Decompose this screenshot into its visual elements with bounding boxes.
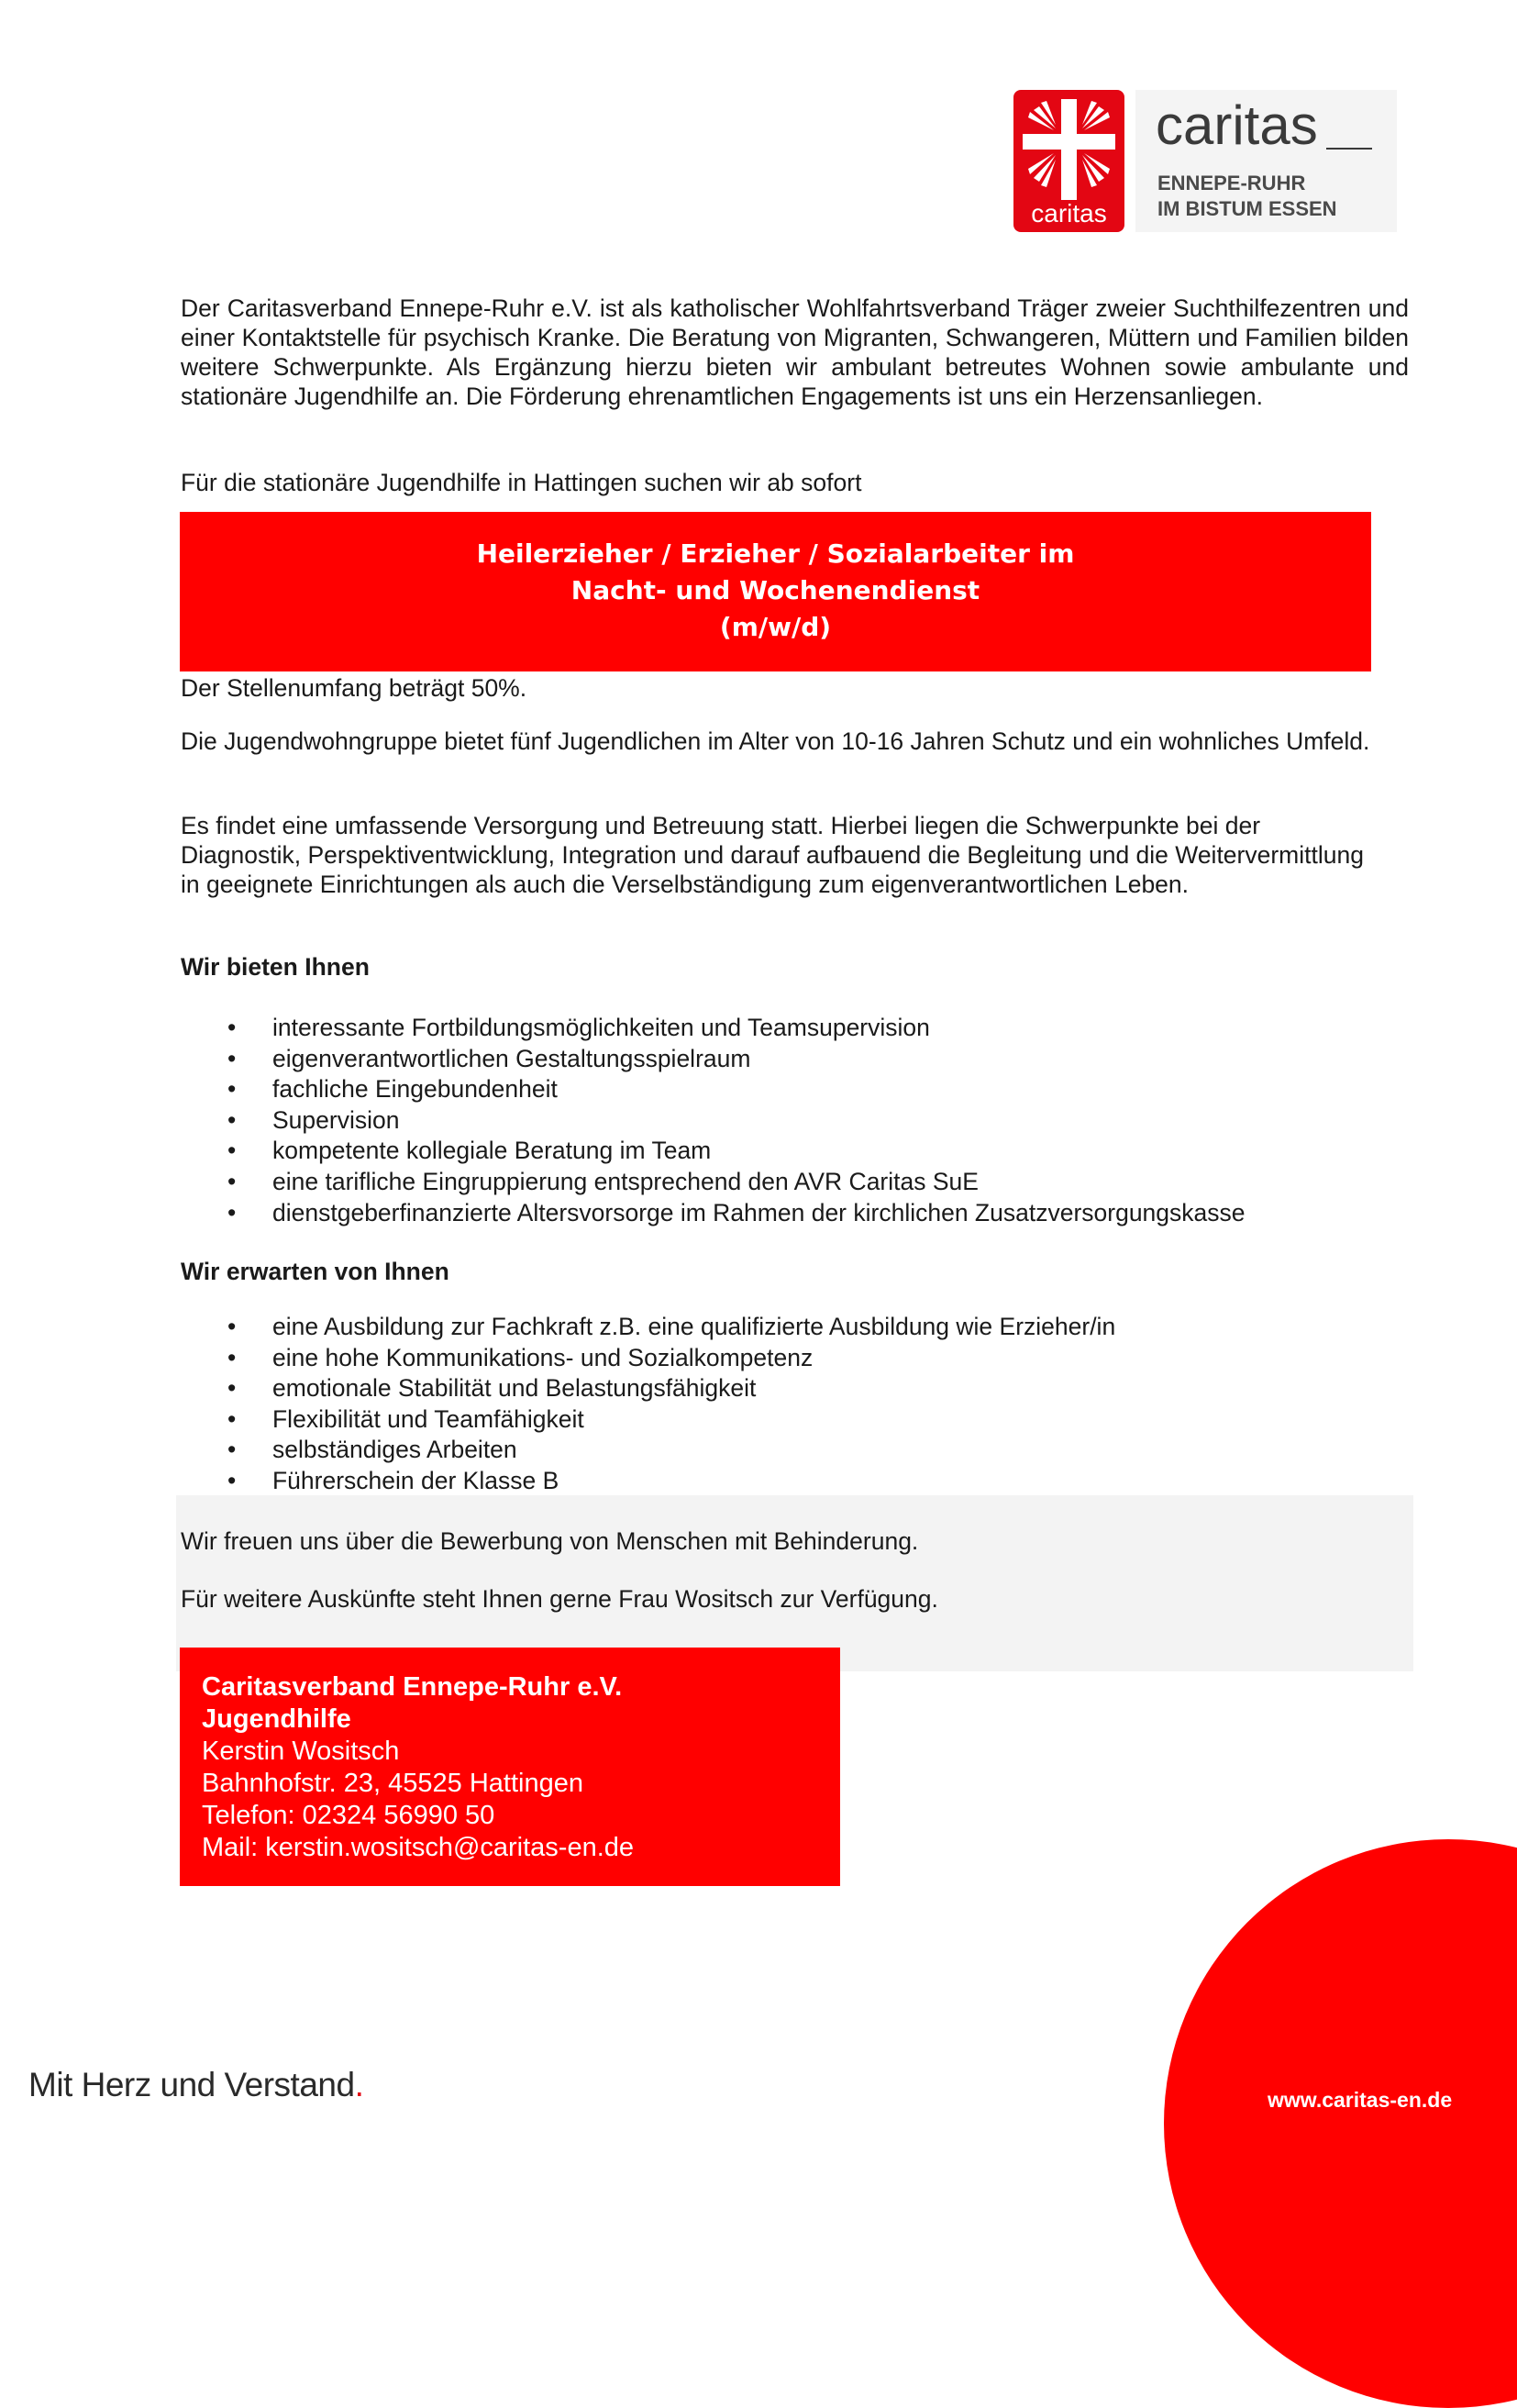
disability-note: Wir freuen uns über die Bewerbung von Menschen mit Behinderung. (181, 1527, 919, 1555)
logo-text-block (1135, 90, 1397, 232)
logo-word: caritas (1156, 94, 1318, 156)
intro-paragraph: Der Caritasverband Ennepe-Ruhr e.V. ist als katholischer Wohlfahrtsverband Träger zweier Suchthilfezentren und einer Kontaktstelle für psychisch Kranke. Die Beratung von Migranten, Schwangeren, Müttern und Familien bilden weitere Schwerpunkte. Als Ergänzung hierzu bieten wir ambulant betreutes Wohnen sowie ambulante und stationäre Jugendhilfe an. Die Förderung ehrenamtlichen Engagements ist uns ein Herzensanliegen. (181, 294, 1409, 410)
contact-org: Caritasverband Ennepe-Ruhr e.V. (202, 1672, 623, 1702)
bullet-dot: • (227, 1313, 237, 1340)
caritas-logo (1013, 90, 1397, 232)
corner-circle-decoration (1164, 1839, 1517, 2408)
offer-item-text: fachliche Eingebundenheit (272, 1075, 558, 1104)
expect-item (181, 1404, 1410, 1436)
expect-heading: Wir erwarten von Ihnen (181, 1258, 449, 1285)
expect-item-text: emotionale Stabilität und Belastungsfähigkeit (272, 1374, 757, 1403)
expect-item (181, 1312, 1410, 1343)
logo-underline (1326, 148, 1372, 150)
contact-address: Bahnhofstr. 23, 45525 Hattingen (202, 1769, 583, 1798)
offer-item-text: interessante Fortbildungsmöglichkeiten und Teamsupervision (272, 1014, 930, 1041)
bullet-dot: • (227, 1436, 237, 1464)
slogan-dot: . (354, 2066, 364, 2103)
offer-heading: Wir bieten Ihnen (181, 953, 370, 981)
caritas-cross-mark (1013, 90, 1124, 232)
contact-mail[interactable]: Mail: kerstin.wositsch@caritas-en.de (202, 1833, 635, 1862)
offer-item (181, 1167, 1410, 1198)
bullet-dot: • (227, 1404, 237, 1433)
offer-item (181, 1044, 1410, 1075)
logo-subtitle-line1: ENNEPE-RUHR (1157, 172, 1306, 194)
offer-item-text: kompetente kollegiale Beratung im Team (272, 1137, 712, 1165)
footer-slogan (28, 2066, 363, 2104)
search-line: Für die stationäre Jugendhilfe in Hattingen suchen wir ab sofort (181, 469, 862, 496)
bullet-dot: • (227, 1137, 237, 1165)
job-title-box (180, 512, 1371, 671)
logo-subtitle (1157, 171, 1337, 222)
expect-item (181, 1435, 1410, 1466)
offer-item (181, 1074, 1410, 1105)
offer-item-text: Supervision (272, 1105, 400, 1134)
expect-item-text: Führerschein der Klasse B (272, 1466, 559, 1494)
bullet-dot: • (227, 1075, 237, 1104)
contact-phone: Telefon: 02324 56990 50 (202, 1801, 495, 1830)
offer-item (181, 1136, 1410, 1167)
care-text: Es findet eine umfassende Versorgung und Betreuung statt. Hierbei liegen die Schwerpunkte bei der Diagnostik, Perspektiventwicklung, Integration und darauf aufbauend die Begleitung und die Weitervermittlung in geeignete Einrichtungen als auch die Verselbständigung zum eigenverantwortlichen Leben. (181, 812, 1364, 898)
contact-dept: Jugendhilfe (202, 1704, 351, 1734)
offer-item-text: dienstgeberfinanzierte Altersvorsorge im Rahmen der kirchlichen Zusatzversorgungskasse (272, 1198, 1246, 1226)
expect-item-text: eine Ausbildung zur Fachkraft z.B. eine qualifizierte Ausbildung wie Erzieher/in (272, 1313, 1116, 1340)
slogan-text: Mit Herz und Verstand (28, 2066, 355, 2103)
offer-item-text: eigenverantwortlichen Gestaltungsspielraum (272, 1044, 751, 1072)
logo-subtitle-line2: IM BISTUM ESSEN (1157, 197, 1337, 220)
offer-item (181, 1198, 1410, 1229)
expect-list (181, 1312, 1410, 1497)
bullet-dot: • (227, 1374, 237, 1403)
bullet-dot: • (227, 1198, 237, 1226)
info-note: Für weitere Auskünfte steht Ihnen gerne Frau Wositsch zur Verfügung. (181, 1585, 938, 1613)
expect-item (181, 1466, 1410, 1497)
job-title-line3: (m/w/d) (719, 612, 832, 642)
expect-item (181, 1343, 1410, 1374)
bullet-dot: • (227, 1044, 237, 1072)
bullet-dot: • (227, 1014, 237, 1041)
contact-box (180, 1648, 840, 1886)
expect-item (181, 1373, 1410, 1404)
footer-website-link[interactable]: www.caritas-en.de (1268, 2088, 1453, 2112)
bullet-dot: • (227, 1343, 237, 1371)
expect-item-text: Flexibilität und Teamfähigkeit (272, 1404, 584, 1433)
group-text: Die Jugendwohngruppe bietet fünf Jugendlichen im Alter von 10-16 Jahren Schutz und ein wohnliches Umfeld. (181, 727, 1370, 755)
logo-mark-word: caritas (1031, 199, 1107, 227)
job-title-line1: Heilerzieher / Erzieher / Sozialarbeiter im (476, 538, 1075, 569)
bullet-dot: • (227, 1466, 237, 1494)
bullet-dot: • (227, 1167, 237, 1195)
scope-text: Der Stellenumfang beträgt 50%. (181, 674, 527, 702)
expect-item-text: eine hohe Kommunikations- und Sozialkompetenz (272, 1343, 814, 1371)
offer-list (181, 1013, 1410, 1228)
contact-name: Kerstin Wositsch (202, 1737, 400, 1766)
offer-item-text: eine tarifliche Eingruppierung entsprechend den AVR Caritas SuE (272, 1167, 979, 1195)
job-title-line2: Nacht- und Wochenendienst (570, 575, 980, 605)
closing-notes-background (176, 1495, 1413, 1671)
offer-item (181, 1105, 1410, 1137)
offer-item (181, 1013, 1410, 1044)
bullet-dot: • (227, 1105, 237, 1134)
expect-item-text: selbständiges Arbeiten (272, 1436, 517, 1464)
